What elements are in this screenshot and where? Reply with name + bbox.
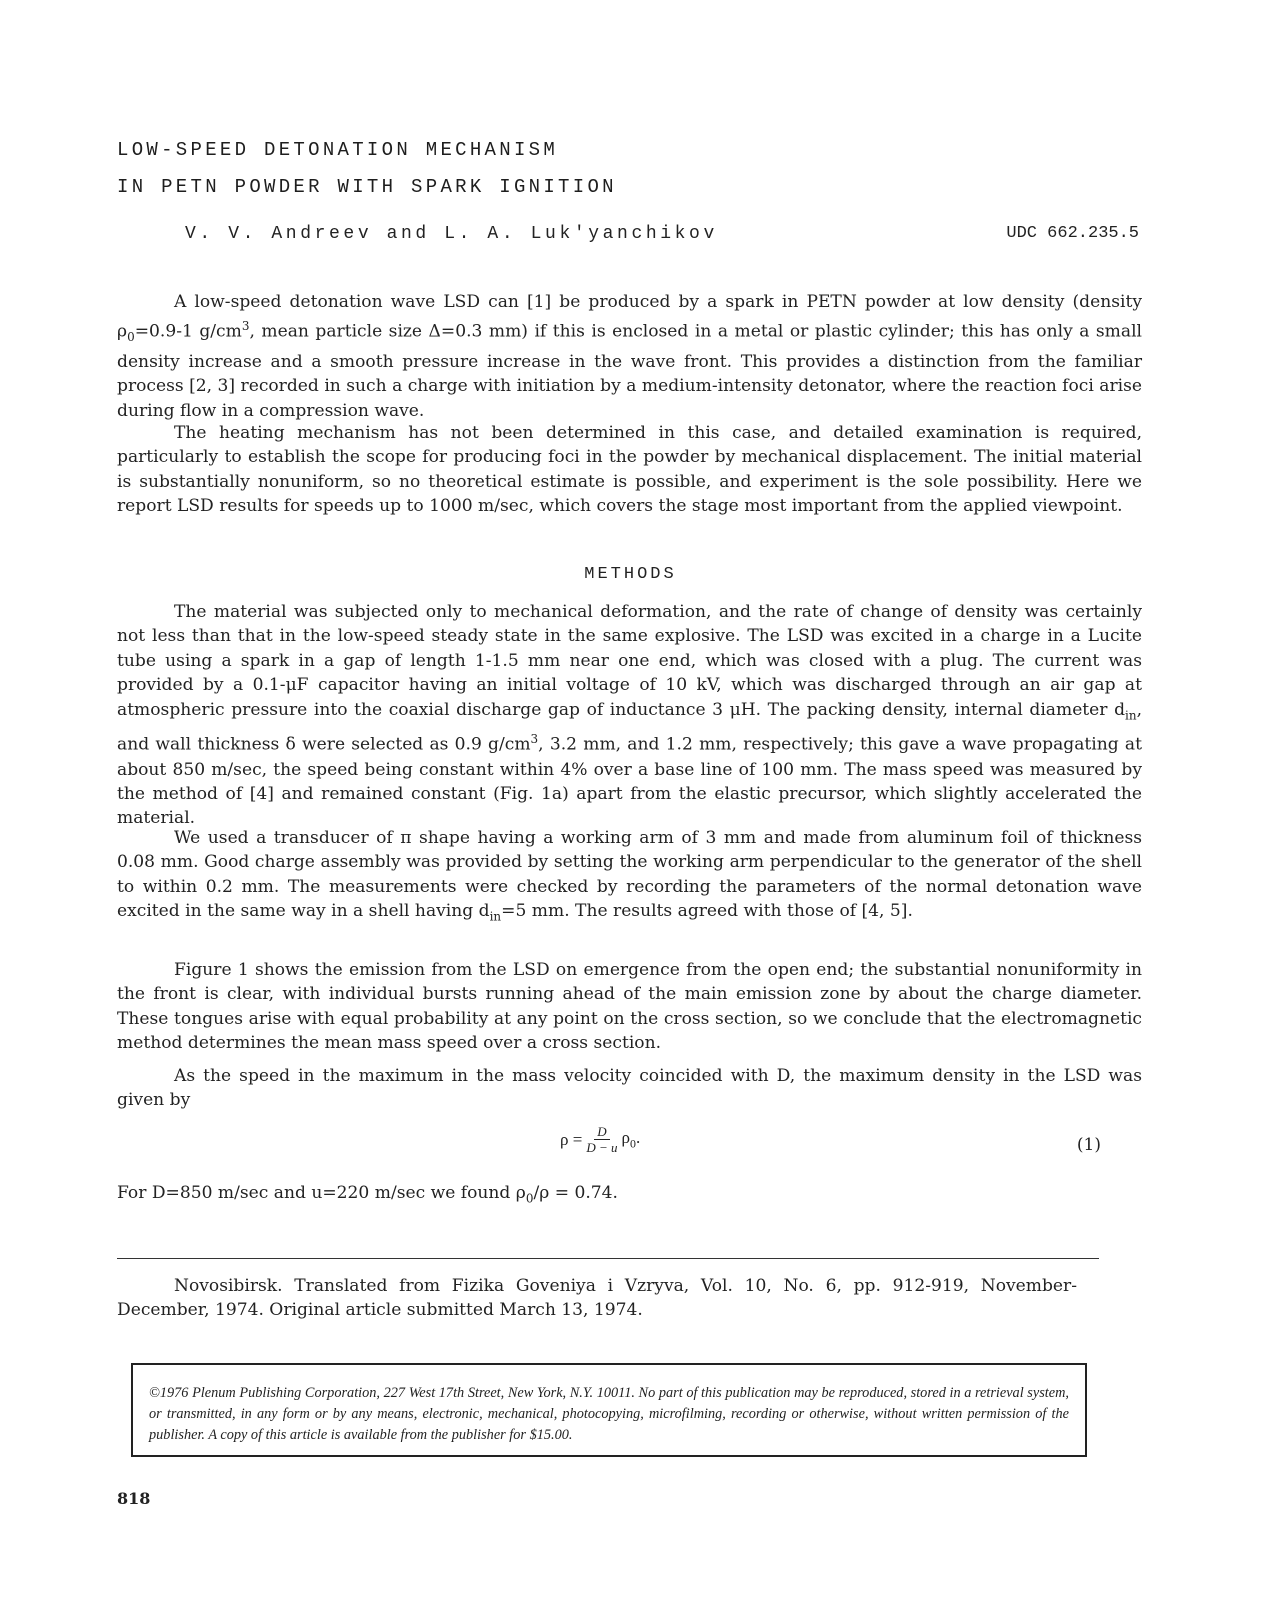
result-line: For D=850 m/sec and u=220 m/sec we found $\rho_0/\rho = 0.74$. xyxy=(117,1183,618,1206)
page-number: 818 xyxy=(117,1489,151,1508)
equation-number: (1) xyxy=(1076,1135,1101,1155)
fraction-denominator: D − u xyxy=(586,1140,618,1155)
footnote-divider xyxy=(117,1258,1099,1259)
equation-1 xyxy=(560,1124,640,1155)
paragraph-emission: Figure 1 shows the emission from the LSD on emergence from the open end; the substantial nonuniformity in the front is clear, with individual bursts running ahead of the main emission zone by about the charge diameter. These tongues arise with equal probability at any point on the cross section, so we conclude that the electromagnetic method determines the mean mass speed over a cross section. xyxy=(117,960,1142,1054)
udc-code: UDC 662.235.5 xyxy=(1006,224,1139,243)
authors: V. V. Andreev and L. A. Luk'yanchikov xyxy=(185,224,718,244)
paragraph-density: As the speed in the maximum in the mass velocity coincided with D, the maximum density in the LSD was given by xyxy=(117,1066,1142,1111)
equation-rhs: $\rho_0$. xyxy=(621,1127,641,1151)
footnote: Novosibirsk. Translated from Fizika Goveniya i Vzryva, Vol. 10, No. 6, pp. 912-919, November-December, 1974. Original article submitted March 13, 1974. xyxy=(117,1276,1077,1320)
copyright-box: ©1976 Plenum Publishing Corporation, 227 West 17th Street, New York, N.Y. 10011. No part of this publication may be reproduced, stored in a retrieval system, or transmitted, in any form or by any means, electronic, mechanical, photocopying, microfilming, recording or otherwise, without written permission of the publisher. A copy of this article is available from the publisher for $15.00. xyxy=(131,1363,1087,1457)
paragraph-methods: The material was subjected only to mechanical deformation, and the rate of change of density was certainly not less than that in the low-speed steady state in the same explosive. The LSD was excited in a charge in a Lucite tube using a spark in a gap of length 1-1.5 mm near one end, which was closed with a plug. The current was provided by a 0.1-μF capacitor having an initial voltage of 10 kV, which was discharged through an air gap at atmospheric pressure into the coaxial discharge gap of inductance 3 μH. The packing density, internal diameter $d_{in}$, and wall thickness δ were selected as 0.9 $g/cm^3$, 3.2 mm, and 1.2 mm, respectively; this gave a wave propagating at about 850 m/sec, the speed being constant within 4% over a base line of 100 mm. The mass speed was measured by the method of [4] and remained constant (Fig. 1a) apart from the elastic precursor, which slightly accelerated the material. xyxy=(117,602,1142,829)
equation-lhs: ρ = xyxy=(560,1129,583,1149)
paragraph-transducer: We used a transducer of π shape having a working arm of 3 mm and made from aluminum foil of thickness 0.08 mm. Good charge assembly was provided by setting the working arm perpendicular to the generator of the shell to within 0.2 mm. The measurements were checked by recording the parameters of the normal detonation wave excited in the same way in a shell having $d_{in}=5$ mm. The results agreed with those of [4, 5]. xyxy=(117,828,1142,924)
title-line-1: LOW-SPEED DETONATION MECHANISM xyxy=(117,139,559,161)
paragraph-intro: A low-speed detonation wave LSD can [1] be produced by a spark in PETN powder at low density (density $\rho_0=0.9-1$ $g/cm^3$, mean particle size Δ=0.3 mm) if this is enclosed in a metal or plastic cylinder; this has only a small density increase and a smooth pressure increase in the wave front. This provides a distinction from the familiar process [2, 3] recorded in such a charge with initiation by a medium-intensity detonator, where the reaction foci arise during flow in a compression wave. xyxy=(117,292,1143,421)
fraction-numerator: D xyxy=(594,1124,609,1140)
section-heading-methods: METHODS xyxy=(584,565,677,584)
title-line-2: IN PETN POWDER WITH SPARK IGNITION xyxy=(117,176,617,198)
equation-fraction xyxy=(586,1124,617,1155)
paragraph-heating-mechanism: The heating mechanism has not been determined in this case, and detailed examination is required, particularly to establish the scope for producing foci in the powder by mechanical displacement. The initial material is substantially nonuniform, so no theoretical estimate is possible, and experiment is the sole possibility. Here we report LSD results for speeds up to 1000 m/sec, which covers the stage most important from the applied viewpoint. xyxy=(117,423,1142,517)
